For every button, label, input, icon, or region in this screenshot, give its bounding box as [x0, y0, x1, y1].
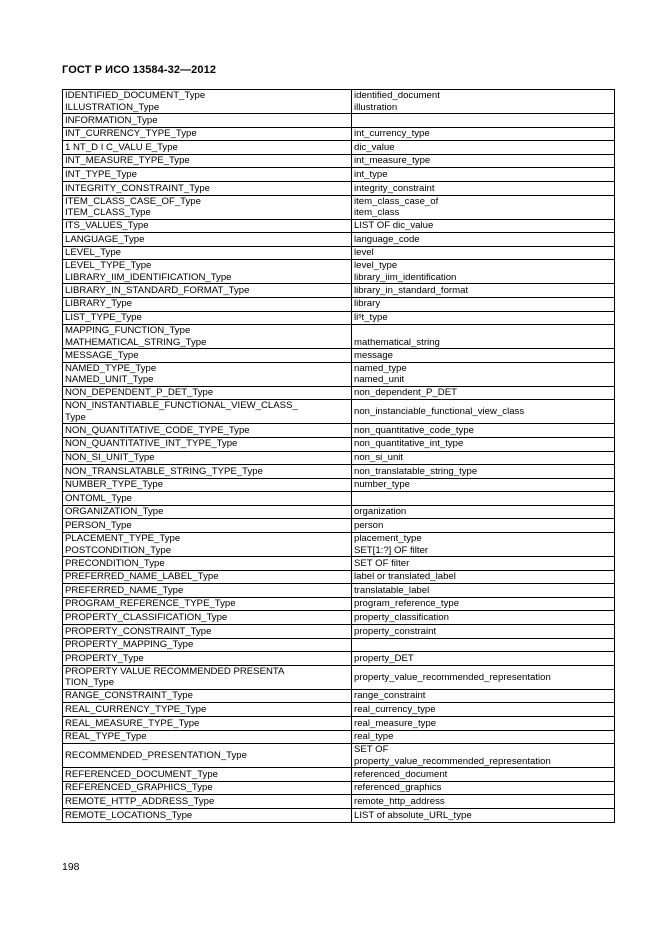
type-name-cell: REAL_MEASURE_TYPE_Type [63, 717, 352, 731]
mapped-type-cell: real_type [352, 730, 615, 744]
mapped-type-cell: liˢt_type [352, 311, 615, 325]
mapped-type-cell: LIST of absolute_URL_type [352, 808, 615, 822]
type-name-cell: NON_INSTANTIABLE_FUNCTIONAL_VIEW_CLASS_ Type [63, 400, 352, 424]
type-name-cell: LANGUAGE_Type [63, 233, 352, 247]
table-row [63, 717, 615, 731]
type-name-cell: REFERENCED_GRAPHICS_Type [63, 781, 352, 795]
mapping-table-container [62, 89, 614, 823]
table-row [63, 730, 615, 744]
table-row [63, 703, 615, 717]
table-body [63, 90, 615, 823]
mapped-type-cell: named_type named_unit [352, 362, 615, 386]
mapped-type-cell: identified_document illustration [352, 90, 615, 114]
mapped-type-cell: person [352, 519, 615, 533]
mapped-type-cell: referenced_document [352, 768, 615, 782]
table-row [63, 297, 615, 311]
mapped-type-cell: library_in_standard_format [352, 284, 615, 298]
type-name-cell: ORGANIZATION_Type [63, 505, 352, 519]
table-row [63, 665, 615, 689]
mapped-type-cell: label or translated_label [352, 570, 615, 584]
type-name-cell: 1 NT_D I C_VALU E_Type [63, 141, 352, 155]
type-name-cell: PROGRAM_REFERENCE_TYPE_Type [63, 597, 352, 611]
type-name-cell: NON_SI_UNIT_Type [63, 451, 352, 465]
type-name-cell: PLACEMENT_TYPE_Type POSTCONDITION_Type [63, 533, 352, 557]
table-row [63, 141, 615, 155]
table-row [63, 744, 615, 768]
table-row [63, 195, 615, 219]
type-name-cell: NAMED_TYPE_Type NAMED_UNIT_Type [63, 362, 352, 386]
type-name-cell: INT_CURRENCY_TYPE_Type [63, 127, 352, 141]
mapped-type-cell [352, 638, 615, 652]
table-row [63, 451, 615, 465]
type-name-cell: NON_QUANTITATIVE_CODE_TYPE_Type [63, 424, 352, 438]
mapped-type-cell: level [352, 246, 615, 260]
page-number: 198 [62, 861, 80, 873]
table-row [63, 533, 615, 557]
mapped-type-cell: non_dependent_P_DET [352, 386, 615, 400]
mapped-type-cell: non_quantitative_int_type [352, 437, 615, 451]
table-row [63, 127, 615, 141]
type-name-cell: LEVEL_TYPE_Type LIBRARY_IIM_IDENTIFICATION_Type [63, 260, 352, 284]
table-row [63, 519, 615, 533]
type-name-cell: ITEM_CLASS_CASE_OF_Type ITEM_CLASS_Type [63, 195, 352, 219]
type-name-cell: NON_QUANTITATIVE_INT_TYPE_Type [63, 437, 352, 451]
mapped-type-cell: level_type library_iim_identification [352, 260, 615, 284]
table-row [63, 597, 615, 611]
table-row [63, 808, 615, 822]
type-name-cell: NON_TRANSLATABLE_STRING_TYPE_Type [63, 465, 352, 479]
mapped-type-cell: translatable_label [352, 584, 615, 598]
document-header: ГОСТ Р ИСО 13584-32—2012 [62, 64, 217, 76]
type-name-cell: NON_DEPENDENT_P_DET_Type [63, 386, 352, 400]
mapped-type-cell: int_type [352, 168, 615, 182]
table-row [63, 233, 615, 247]
type-name-cell: RECOMMENDED_PRESENTATION_Type [63, 744, 352, 768]
table-row [63, 465, 615, 479]
type-name-cell: PROPERTY_CLASSIFICATION_Type [63, 611, 352, 625]
table-row [63, 168, 615, 182]
type-name-cell: INT_TYPE_Type [63, 168, 352, 182]
table-row [63, 154, 615, 168]
table-row [63, 795, 615, 809]
type-name-cell: ONTOML_Type [63, 492, 352, 506]
table-row [63, 478, 615, 492]
type-name-cell: REAL_CURRENCY_TYPE_Type [63, 703, 352, 717]
mapped-type-cell: non_translatable_string_type [352, 465, 615, 479]
mapped-type-cell: language_code [352, 233, 615, 247]
type-name-cell: PERSON_Type [63, 519, 352, 533]
table-row [63, 625, 615, 639]
mapped-type-cell: property_constraint [352, 625, 615, 639]
mapped-type-cell: mathematical_string [352, 325, 615, 349]
mapped-type-cell: item_class_case_of item_class [352, 195, 615, 219]
mapped-type-cell: property_classification [352, 611, 615, 625]
mapped-type-cell: non_instanciable_functional_view_class [352, 400, 615, 424]
mapped-type-cell: LIST OF dic_value [352, 219, 615, 233]
type-name-cell: PREFERRED_NAME_Type [63, 584, 352, 598]
mapped-type-cell: placement_type SET[1:?] OF filter [352, 533, 615, 557]
type-name-cell: REMOTE_HTTP_ADDRESS_Type [63, 795, 352, 809]
table-row [63, 400, 615, 424]
table-row [63, 781, 615, 795]
table-row [63, 437, 615, 451]
type-name-cell: PROPERTY_MAPPING_Type [63, 638, 352, 652]
type-name-cell: MAPPING_FUNCTION_Type MATHEMATICAL_STRING_Type [63, 325, 352, 349]
table-row [63, 311, 615, 325]
table-row [63, 260, 615, 284]
type-name-cell: INT_MEASURE_TYPE_Type [63, 154, 352, 168]
table-row [63, 246, 615, 260]
mapped-type-cell: message [352, 349, 615, 363]
table-row [63, 638, 615, 652]
type-name-cell: REMOTE_LOCATIONS_Type [63, 808, 352, 822]
mapped-type-cell: int_measure_type [352, 154, 615, 168]
type-name-cell: PROPERTY_CONSTRAINT_Type [63, 625, 352, 639]
type-name-cell: REFERENCED_DOCUMENT_Type [63, 768, 352, 782]
table-row [63, 652, 615, 666]
type-name-cell: LIST_TYPE_Type [63, 311, 352, 325]
mapped-type-cell: non_si_unit [352, 451, 615, 465]
mapped-type-cell: integrity_constraint [352, 181, 615, 195]
mapped-type-cell: remote_http_address [352, 795, 615, 809]
type-name-cell: MESSAGE_Type [63, 349, 352, 363]
table-row [63, 611, 615, 625]
table-row [63, 570, 615, 584]
table-row [63, 492, 615, 506]
table-row [63, 584, 615, 598]
type-name-cell: PROPERTY_Type [63, 652, 352, 666]
mapped-type-cell: range_constraint [352, 689, 615, 703]
table-row [63, 386, 615, 400]
mapped-type-cell: SET OF property_value_recommended_representation [352, 744, 615, 768]
table-row [63, 689, 615, 703]
mapped-type-cell: number_type [352, 478, 615, 492]
table-row [63, 557, 615, 571]
type-name-cell: RANGE_CONSTRAINT_Type [63, 689, 352, 703]
type-name-cell: NUMBER_TYPE_Type [63, 478, 352, 492]
type-name-cell: PROPERTY VALUE RECOMMENDED PRESENTA TION_Type [63, 665, 352, 689]
mapped-type-cell: property_DET [352, 652, 615, 666]
table-row [63, 325, 615, 349]
table-row [63, 362, 615, 386]
type-name-cell: LIBRARY_IN_STANDARD_FORMAT_Type [63, 284, 352, 298]
mapped-type-cell: real_currency_type [352, 703, 615, 717]
type-name-cell: INTEGRITY_CONSTRAINT_Type [63, 181, 352, 195]
table-row [63, 505, 615, 519]
type-name-cell: LIBRARY_Type [63, 297, 352, 311]
type-name-cell: REAL_TYPE_Type [63, 730, 352, 744]
table-row [63, 424, 615, 438]
type-name-cell: PREFERRED_NAME_LABEL_Type [63, 570, 352, 584]
table-row [63, 768, 615, 782]
mapped-type-cell: non_quantitative_code_type [352, 424, 615, 438]
type-name-cell: LEVEL_Type [63, 246, 352, 260]
mapped-type-cell: real_measure_type [352, 717, 615, 731]
mapped-type-cell: organization [352, 505, 615, 519]
type-name-cell: PRECONDITION_Type [63, 557, 352, 571]
table-row [63, 114, 615, 128]
type-name-cell: INFORMATION_Type [63, 114, 352, 128]
table-row [63, 90, 615, 114]
type-name-cell: IDENTIFIED_DOCUMENT_Type ILLUSTRATION_Type [63, 90, 352, 114]
mapped-type-cell: int_currency_type [352, 127, 615, 141]
mapped-type-cell: property_value_recommended_representation [352, 665, 615, 689]
mapped-type-cell [352, 492, 615, 506]
mapped-type-cell: program_reference_type [352, 597, 615, 611]
table-row [63, 284, 615, 298]
table-row [63, 349, 615, 363]
table-row [63, 181, 615, 195]
mapped-type-cell: SET OF filter [352, 557, 615, 571]
type-name-cell: ITS_VALUES_Type [63, 219, 352, 233]
type-mapping-table [62, 89, 615, 823]
table-row [63, 219, 615, 233]
mapped-type-cell: library [352, 297, 615, 311]
mapped-type-cell [352, 114, 615, 128]
mapped-type-cell: dic_value [352, 141, 615, 155]
mapped-type-cell: referenced_graphics [352, 781, 615, 795]
